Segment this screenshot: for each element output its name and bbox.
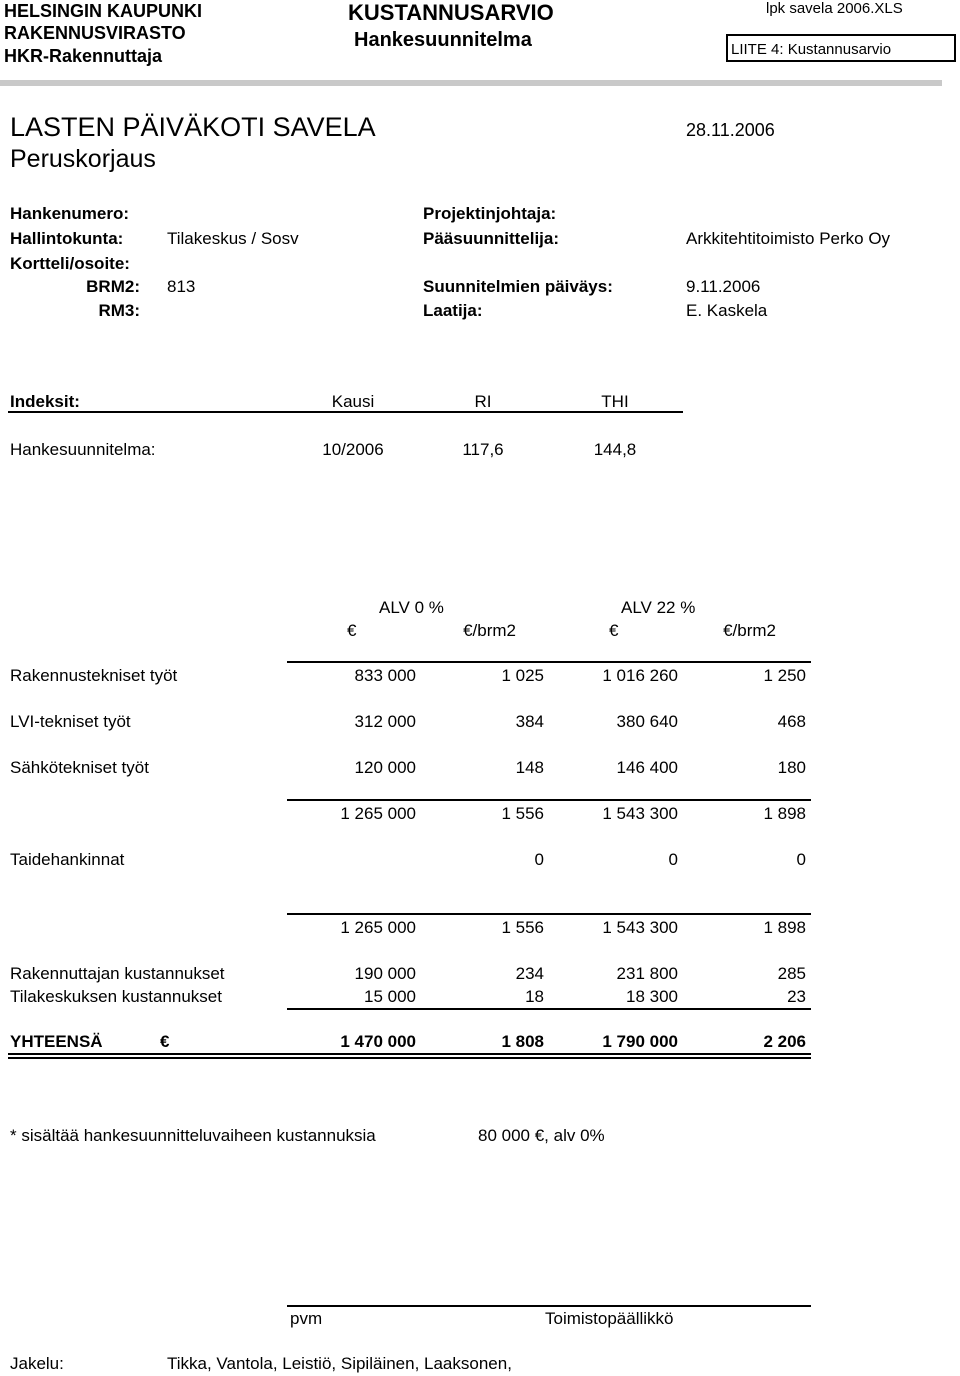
- project-date: 28.11.2006: [686, 120, 775, 140]
- row-value-alv0-brm2: 234: [515, 964, 544, 983]
- subtotal2-alv0: 1 265 000: [340, 918, 416, 937]
- org-line-3: HKR-Rakennuttaja: [4, 46, 163, 66]
- kortteli-label: Kortteli/osoite:: [10, 254, 130, 273]
- row-value-alv22-brm2: 23: [787, 987, 806, 1006]
- hallintokunta-label: Hallintokunta:: [10, 229, 124, 248]
- signature-role: Toimistopäällikkö: [545, 1309, 674, 1328]
- header-divider: [0, 80, 942, 86]
- indices-ri-value: 117,6: [462, 440, 504, 459]
- row-value-alv0: 190 000: [354, 964, 416, 983]
- row-value-alv0-brm2: 1 025: [501, 666, 544, 685]
- org-line-1: HELSINGIN KAUPUNKI: [4, 1, 203, 21]
- laatija-value: E. Kaskela: [686, 301, 768, 320]
- row-value-alv22-brm2: 468: [777, 712, 806, 731]
- total-alv0-brm2: 1 808: [501, 1032, 544, 1051]
- total-currency: €: [160, 1032, 170, 1051]
- brm2-value: 813: [167, 277, 196, 296]
- row-value-alv0-brm2: 384: [515, 712, 544, 731]
- subtotal1-alv0: 1 265 000: [340, 804, 416, 823]
- indices-row-label: Hankesuunnitelma:: [10, 440, 156, 459]
- row-value-alv22: 0: [668, 850, 678, 869]
- row-label: Sähkötekniset työt: [10, 758, 149, 777]
- hankenumero-label: Hankenumero:: [10, 204, 130, 223]
- row-value-alv22: 380 640: [616, 712, 678, 731]
- row-label: Rakennuttajan kustannukset: [10, 964, 225, 983]
- subtotal2-line: [287, 913, 811, 915]
- row-value-alv0-brm2: 18: [525, 987, 544, 1006]
- row-value-alv0: 833 000: [354, 666, 416, 685]
- alv22-header: ALV 22 %: [621, 598, 696, 617]
- row-value-alv22: 18 300: [626, 987, 678, 1006]
- project-type: Peruskorjaus: [10, 145, 156, 173]
- org-line-2: RAKENNUSVIRASTO: [4, 23, 186, 43]
- paasuunnittelija-value: Arkkitehtitoimisto Perko Oy: [686, 229, 891, 248]
- total-alv22: 1 790 000: [602, 1032, 678, 1051]
- row-value-alv22-brm2: 180: [777, 758, 806, 777]
- subtotal1-line: [287, 799, 811, 801]
- subtotal1-alv0-brm2: 1 556: [501, 804, 544, 823]
- hallintokunta-value: Tilakeskus / Sosv: [167, 229, 299, 248]
- total-underline-2: [8, 1057, 811, 1059]
- subtotal2-alv22-brm2: 1 898: [763, 918, 806, 937]
- document-subtitle: Hankesuunnitelma: [354, 29, 532, 51]
- subtotal2-alv0-brm2: 1 556: [501, 918, 544, 937]
- row-value-alv0: 15 000: [364, 987, 416, 1006]
- paivays-value: 9.11.2006: [686, 277, 761, 296]
- indices-thi-value: 144,8: [593, 440, 637, 459]
- total-label: YHTEENSÄ: [10, 1032, 103, 1051]
- row-label: Taidehankinnat: [10, 850, 125, 869]
- row-value-alv0: 312 000: [354, 712, 416, 731]
- total-top-line: [287, 1008, 811, 1010]
- footnote-text: * sisältää hankesuunnitteluvaiheen kustannuksia: [10, 1126, 376, 1145]
- row-value-alv22-brm2: 1 250: [763, 666, 806, 685]
- paivays-label: Suunnitelmien päiväys:: [423, 277, 613, 296]
- row-value-alv22: 1 016 260: [602, 666, 678, 685]
- distribution-label: Jakelu:: [10, 1354, 64, 1373]
- unit-brm2-alv22: €/brm2: [723, 621, 776, 640]
- row-value-alv0-brm2: 0: [534, 850, 544, 869]
- project-name: LASTEN PÄIVÄKOTI SAVELA: [10, 112, 376, 142]
- indices-col-ri: RI: [474, 392, 492, 411]
- row-value-alv22: 231 800: [616, 964, 678, 983]
- rm3-label: RM3:: [98, 301, 140, 320]
- unit-eur-alv22: €: [609, 621, 619, 640]
- paasuunnittelija-label: Pääsuunnittelija:: [423, 229, 560, 248]
- indices-kausi-value: 10/2006: [322, 440, 384, 459]
- row-label: Tilakeskuksen kustannukset: [10, 987, 222, 1006]
- subtotal1-alv22: 1 543 300: [602, 804, 678, 823]
- total-alv22-brm2: 2 206: [763, 1032, 806, 1051]
- row-label: Rakennustekniset työt: [10, 666, 178, 685]
- brm2-label: BRM2:: [86, 277, 140, 296]
- indices-heading: Indeksit:: [10, 392, 80, 411]
- indices-underline: [8, 411, 683, 413]
- total-alv0: 1 470 000: [340, 1032, 416, 1051]
- row-value-alv22-brm2: 285: [777, 964, 806, 983]
- indices-col-thi: THI: [601, 392, 629, 411]
- row-label: LVI-tekniset työt: [10, 712, 131, 731]
- row-value-alv22: 146 400: [616, 758, 678, 777]
- appendix-box: [726, 34, 956, 62]
- indices-col-kausi: Kausi: [331, 392, 375, 411]
- total-underline-1: [8, 1053, 811, 1055]
- subtotal2-alv22: 1 543 300: [602, 918, 678, 937]
- signature-pvm: pvm: [290, 1309, 323, 1328]
- table-top-line: [287, 661, 811, 663]
- document-title: KUSTANNUSARVIO: [348, 0, 554, 25]
- laatija-label: Laatija:: [423, 301, 483, 320]
- signature-line: [287, 1305, 811, 1307]
- projektinjohtaja-label: Projektinjohtaja:: [423, 204, 557, 223]
- subtotal1-alv22-brm2: 1 898: [763, 804, 806, 823]
- row-value-alv22-brm2: 0: [796, 850, 806, 869]
- appendix-label: LIITE 4: Kustannusarvio: [731, 41, 892, 58]
- row-value-alv0: 120 000: [354, 758, 416, 777]
- distribution-value: Tikka, Vantola, Leistiö, Sipiläinen, Laaksonen,: [167, 1354, 512, 1373]
- footnote-value: 80 000 €, alv 0%: [478, 1126, 605, 1145]
- alv0-header: ALV 0 %: [379, 598, 444, 617]
- row-value-alv0-brm2: 148: [515, 758, 544, 777]
- file-name: lpk savela 2006.XLS: [766, 0, 903, 17]
- unit-brm2-alv0: €/brm2: [463, 621, 516, 640]
- unit-eur-alv0: €: [347, 621, 357, 640]
